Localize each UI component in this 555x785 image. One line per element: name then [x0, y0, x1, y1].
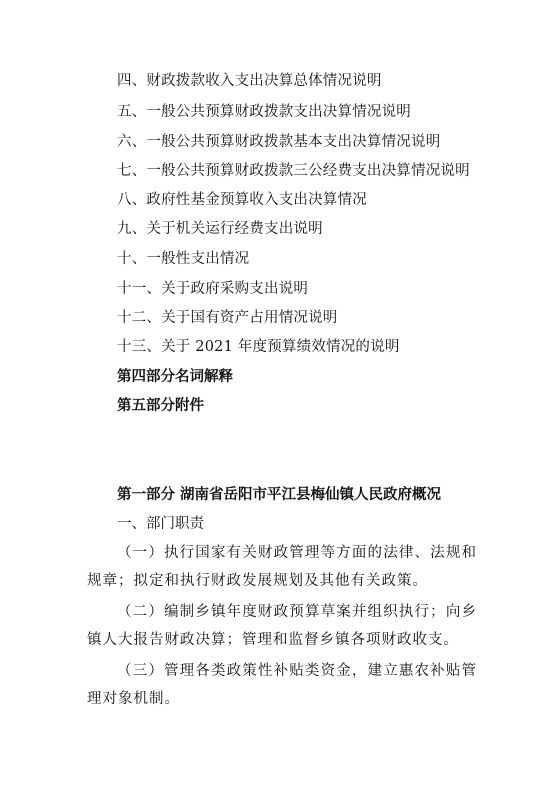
toc-item-10: 十、一般性支出情况: [117, 251, 250, 267]
toc-item-12: 十二、关于国有资产占用情况说明: [117, 310, 338, 326]
toc-item-13: 十三、关于 2021 年度预算绩效情况的说明: [117, 339, 400, 355]
toc-item-4: 四、财政拨款收入支出决算总体情况说明: [117, 73, 382, 89]
toc-item-9: 九、关于机关运行经费支出说明: [117, 221, 323, 237]
toc-part-4: 第四部分名词解释: [117, 368, 233, 385]
toc-item-8: 八、政府性基金预算收入支出决算情况: [117, 192, 367, 208]
toc-item-6: 六、一般公共预算财政拨款基本支出决算情况说明: [117, 134, 441, 150]
toc-item-7: 七、一般公共预算财政拨款三公经费支出决算情况说明: [117, 163, 470, 179]
toc-item-11: 十一、关于政府采购支出说明: [117, 281, 309, 297]
toc-part-5: 第五部分附件: [117, 397, 204, 414]
toc-item-5: 五、一般公共预算财政拨款支出决算情况说明: [117, 104, 411, 120]
paragraph-3: （三）管理各类政策性补贴类资金，建立惠农补贴管理对象机制。: [87, 663, 477, 707]
part1-title: 第一部分 湖南省岳阳市平江县梅仙镇人民政府概况: [117, 486, 442, 503]
paragraph-1: （一）执行国家有关财政管理等方面的法律、法规和规章；拟定和执行财政发展规划及其他有关政策。: [87, 545, 477, 589]
paragraph-2: （二）编制乡镇年度财政预算草案并组织执行；向乡镇人大报告财政决算；管理和监督乡镇各项财政收支。: [87, 604, 477, 648]
section-1-label: 一、部门职责: [117, 516, 204, 532]
